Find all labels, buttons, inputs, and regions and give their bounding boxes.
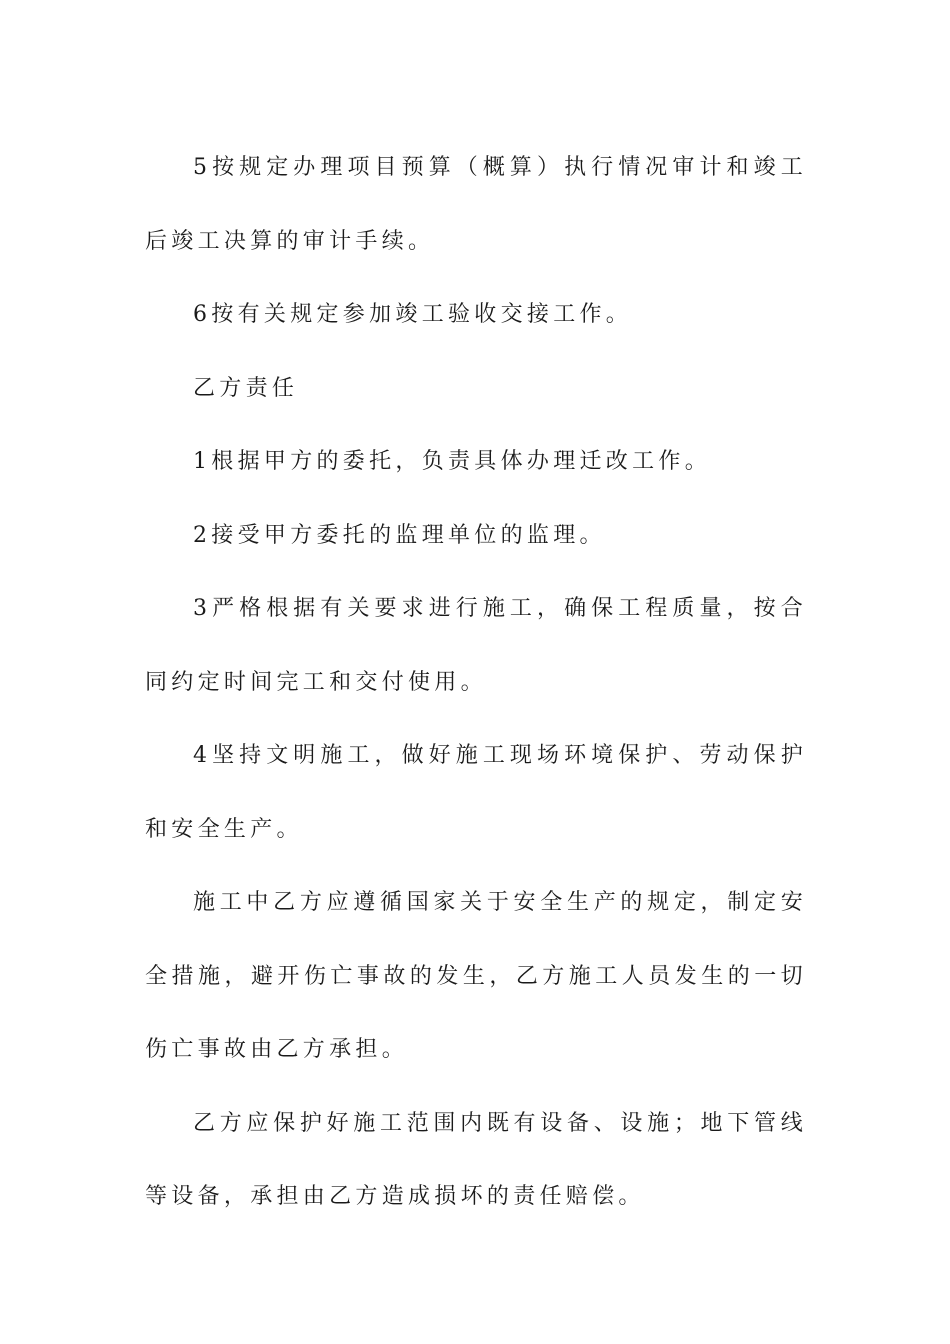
paragraph-item-1: 1根据甲方的委托，负责具体办理迁改工作。 <box>193 449 711 474</box>
paragraph-item-5: 5按规定办理项目预算（概算）执行情况审计和竣工后竣工决算的审计手续。 <box>145 155 807 254</box>
paragraph-item-2: 2接受甲方委托的监理单位的监理。 <box>193 522 606 548</box>
document-body <box>145 131 807 1234</box>
paragraph-item-4: 4坚持文明施工，做好施工现场环境保护、劳动保护和安全生产。 <box>145 743 807 842</box>
paragraph-item-3: 3严格根据有关要求进行施工，确保工程质量，按合同约定时间完工和交付使用。 <box>145 596 807 695</box>
paragraph-item-6: 6按有关规定参加竣工验收交接工作。 <box>193 302 633 327</box>
paragraph-safety: 施工中乙方应遵循国家关于安全生产的规定，制定安全措施，避开伤亡事故的发生，乙方施工人员发生的一切伤亡事故由乙方承担。 <box>145 890 807 1062</box>
section-heading-party-b: 乙方责任 <box>193 375 299 401</box>
paragraph-protection: 乙方应保护好施工范围内既有设备、设施；地下管线等设备，承担由乙方造成损坏的责任赔偿。 <box>145 1110 807 1209</box>
